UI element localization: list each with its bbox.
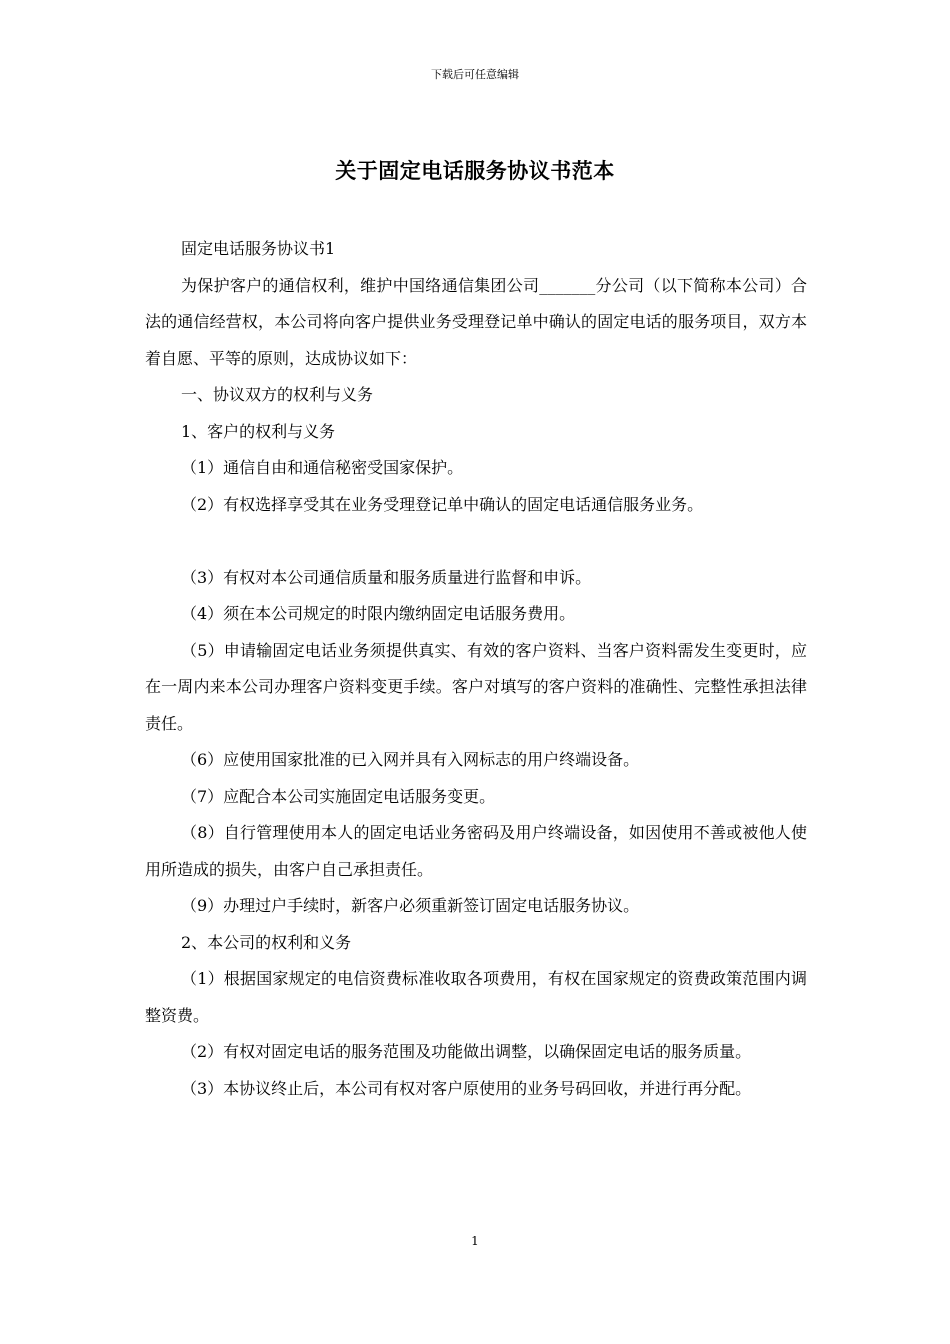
blank-line: [145, 523, 807, 560]
clause-item: （1）通信自由和通信秘密受国家保护。: [181, 458, 464, 477]
clause-item: （3）有权对本公司通信质量和服务质量进行监督和申诉。: [181, 567, 592, 587]
clause-item: （5）申请输固定电话业务须提供真实、有效的客户资料、当客户资料需发生变更时，应在一周内来本公司办理客户资料变更手续。客户对填写的客户资料的准确性、完整性承担法律责任。: [145, 640, 807, 733]
subsection-heading-customer: 1、客户的权利与义务: [181, 421, 336, 441]
clause-item: （3）本协议终止后，本公司有权对客户原使用的业务号码回收，并进行再分配。: [181, 1078, 752, 1098]
clause-item: （8）自行管理使用本人的固定电话业务密码及用户终端设备，如因使用不善或被他人使用所造成的损失，由客户自己承担责任。: [145, 823, 807, 879]
clause-item: （1）根据国家规定的电信资费标准收取各项费用，有权在国家规定的资费政策范围内调整资费。: [145, 969, 807, 1025]
clause-item: （7）应配合本公司实施固定电话服务变更。: [181, 786, 496, 806]
agreement-subtitle: 固定电话服务协议书1: [181, 239, 336, 258]
section-heading-rights-obligations: 一、协议双方的权利与义务: [181, 385, 374, 404]
clause-item: （9）办理过户手续时，新客户必须重新签订固定电话服务协议。: [181, 896, 640, 915]
page-number: 1: [471, 1234, 479, 1248]
clause-item: （4）须在本公司规定的时限内缴纳固定电话服务费用。: [181, 604, 576, 623]
clause-item: （2）有权选择享受其在业务受理登记单中确认的固定电话通信服务业务。: [181, 494, 704, 514]
document-body: [145, 231, 807, 1107]
clause-item: （6）应使用国家批准的已入网并具有入网标志的用户终端设备。: [181, 750, 640, 769]
subsection-heading-company: 2、本公司的权利和义务: [181, 932, 352, 952]
document-title: 关于固定电话服务协议书范本: [335, 159, 615, 183]
page-header-note: 下载后可任意编辑: [431, 68, 519, 81]
clause-item: （2）有权对固定电话的服务范围及功能做出调整，以确保固定电话的服务质量。: [181, 1042, 752, 1061]
preamble-paragraph: 为保护客户的通信权利，维护中国络通信集团公司_______分公司（以下简称本公司）合法的通信经营权，本公司将向客户提供业务受理登记单中确认的固定电话的服务项目，双方本着自愿、平等的原则，达成协议如下：: [145, 275, 807, 368]
